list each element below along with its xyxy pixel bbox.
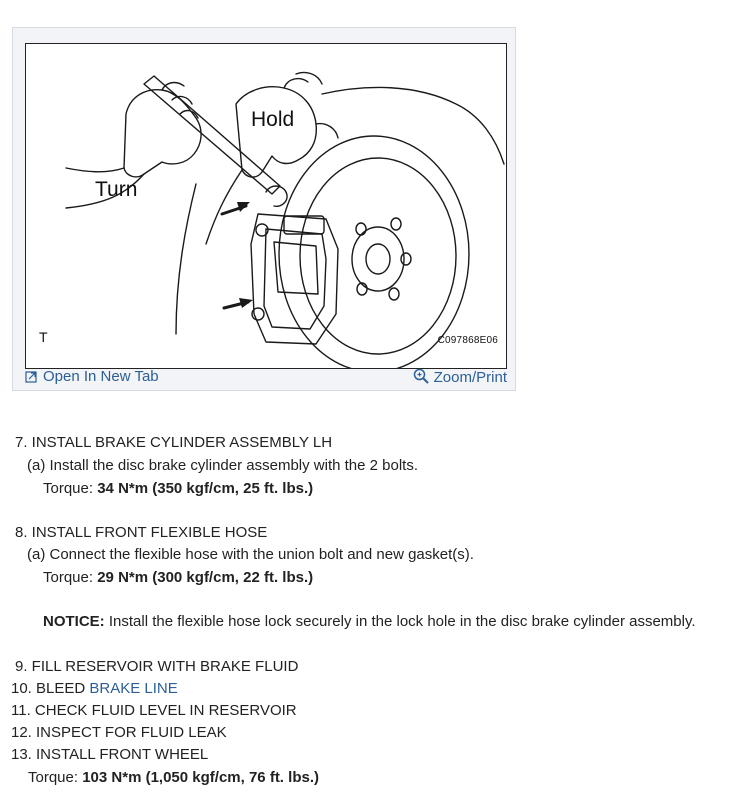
notice-text: Install the flexible hose lock securely in the lock hole in the disc brake cylinder assembly. (108, 613, 696, 630)
torque-value: 103 N*m (1,050 kgf/cm, 76 ft. lbs.) (82, 769, 319, 786)
zoom-print-link[interactable] (413, 368, 507, 388)
brake-diagram (25, 43, 507, 369)
brake-illustration (26, 44, 507, 369)
torque-value: 34 N*m (350 kgf/cm, 25 ft. lbs.) (97, 480, 314, 497)
step-7-torque (43, 480, 313, 498)
step-11: 11. CHECK FLUID LEVEL IN RESERVOIR (11, 702, 297, 719)
step-8-sub: (a) Connect the flexible hose with the union bolt and new gasket(s). (27, 546, 474, 563)
step-13-torque (28, 769, 319, 787)
step-9: 9. FILL RESERVOIR WITH BRAKE FLUID (15, 658, 299, 675)
figure-code: C097868E06 (437, 335, 498, 346)
torque-value: 29 N*m (300 kgf/cm, 22 ft. lbs.) (97, 569, 314, 586)
step-10 (11, 680, 178, 698)
figure-actions (25, 364, 507, 390)
open-in-new-tab-label: Open In New Tab (43, 368, 159, 385)
turn-label: Turn (95, 178, 138, 201)
step-8-torque (43, 569, 313, 587)
corner-mark: T (39, 329, 48, 345)
torque-label: Torque: (43, 480, 94, 497)
open-in-new-tab-link[interactable] (25, 368, 159, 387)
notice-label: NOTICE: (43, 613, 105, 630)
figure-panel (12, 27, 516, 391)
step-7-heading: 7. INSTALL BRAKE CYLINDER ASSEMBLY LH (15, 434, 333, 451)
step-10-text: 10. BLEED (11, 680, 90, 697)
step-13: 13. INSTALL FRONT WHEEL (11, 746, 209, 763)
step-8-notice (43, 613, 696, 631)
external-link-icon (25, 370, 38, 387)
magnifier-icon (413, 368, 429, 388)
hold-label: Hold (251, 108, 295, 131)
step-12: 12. INSPECT FOR FLUID LEAK (11, 724, 227, 741)
zoom-print-label: Zoom/Print (433, 369, 507, 386)
step-8-heading: 8. INSTALL FRONT FLEXIBLE HOSE (15, 524, 268, 541)
torque-label: Torque: (43, 569, 94, 586)
torque-label: Torque: (28, 769, 79, 786)
brake-line-link[interactable]: BRAKE LINE (89, 680, 178, 697)
step-7-sub: (a) Install the disc brake cylinder assembly with the 2 bolts. (27, 457, 419, 474)
